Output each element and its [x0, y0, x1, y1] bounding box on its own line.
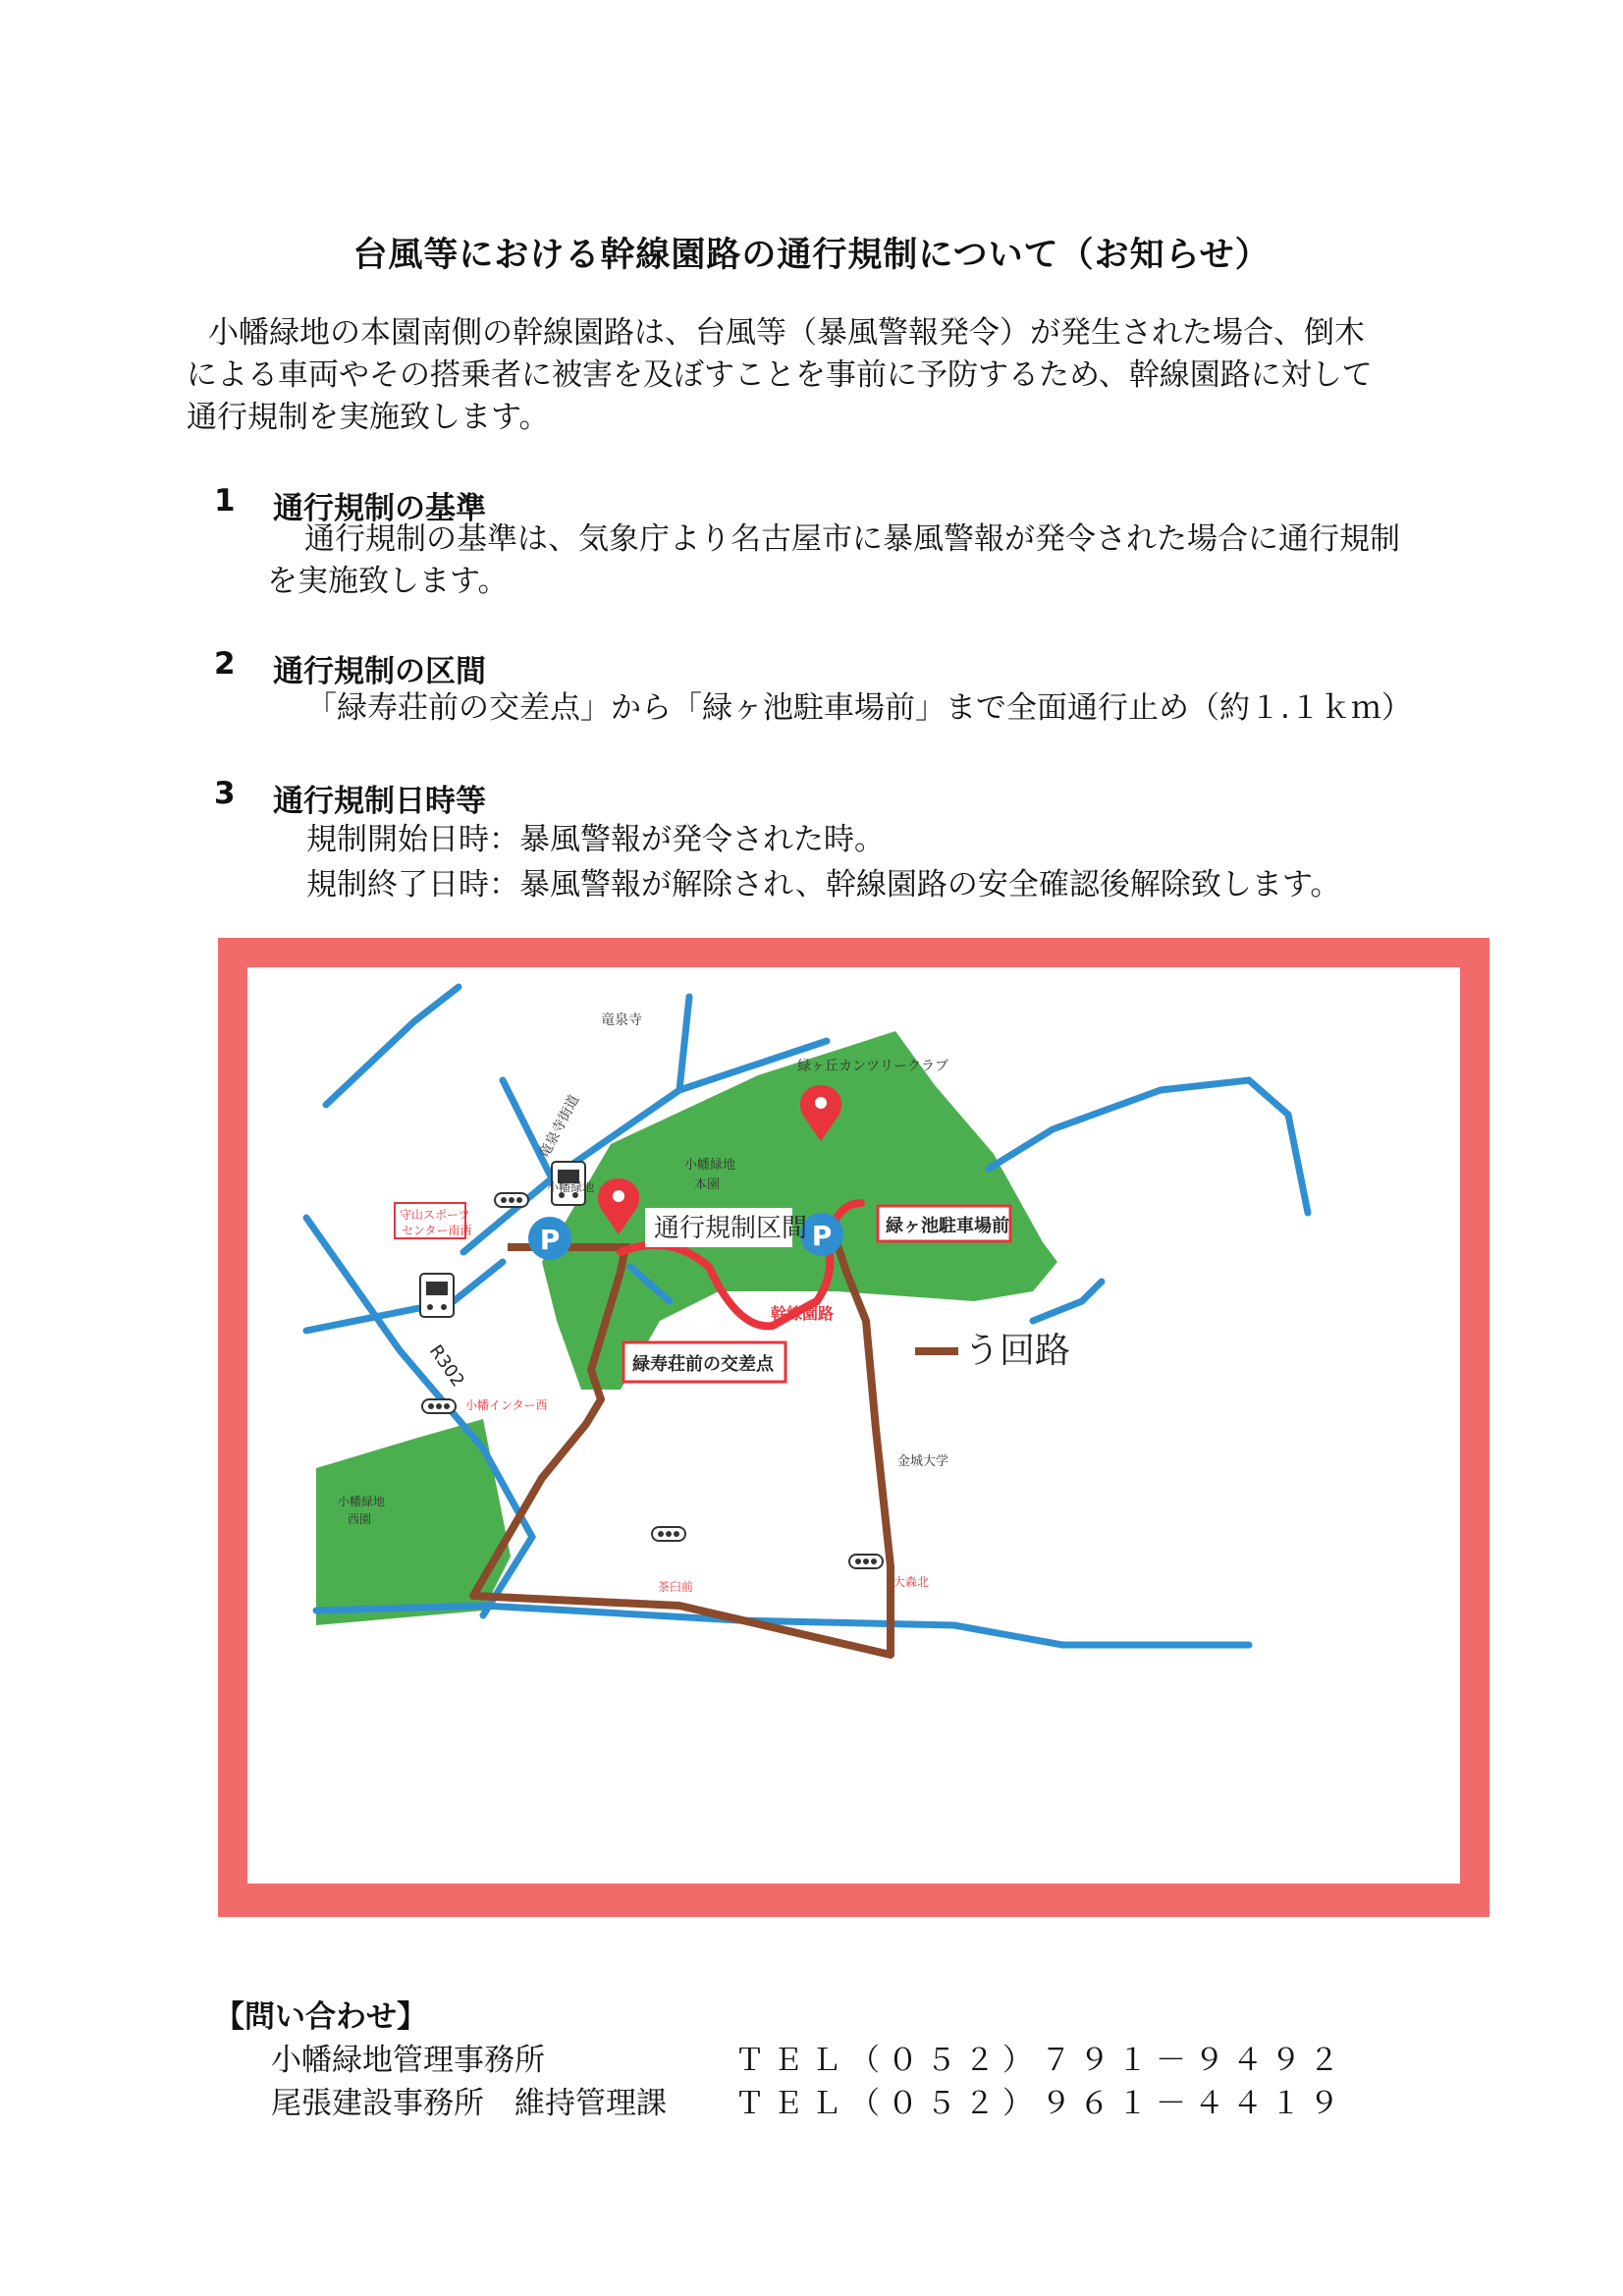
midorigaike-parking-label: 緑ヶ池駐車場前 — [886, 1216, 1009, 1236]
section-number: 2 — [214, 646, 236, 682]
country-club-label: 緑ヶ丘カンツリークラブ — [797, 1059, 948, 1074]
road-east-mid — [1033, 1282, 1102, 1321]
bus-stop-icon — [652, 1527, 685, 1541]
honen-label: 本園 — [694, 1177, 721, 1192]
section-title: 通行規制の基準 — [273, 491, 486, 526]
detour-legend-swatch — [915, 1347, 958, 1355]
bus-stop-icon — [495, 1193, 528, 1207]
road-upper-left — [326, 987, 459, 1105]
omorikita-label: 大森北 — [893, 1575, 930, 1589]
map-canvas — [247, 967, 1460, 1884]
detour-legend-label: う回路 — [964, 1331, 1071, 1371]
section-number: 3 — [214, 776, 236, 811]
kinjo-univ-label: 金城大学 — [897, 1454, 949, 1469]
contact-office: 尾張建設事務所 維持管理課 — [271, 2086, 667, 2121]
intro-line: による車両やその搭乗者に被害を及ぼすことを事前に予防するため、幹線園路に対して — [187, 357, 1373, 393]
contact-office: 小幡緑地管理事務所 — [271, 2043, 545, 2078]
section-number: 1 — [214, 483, 236, 519]
ryusenji-label: 竜泉寺 — [601, 1012, 642, 1028]
road-northwest-branch — [503, 1080, 552, 1178]
chausu-mae-label: 茶臼前 — [658, 1580, 694, 1594]
ryusenji-kaido-label: 竜泉寺街道 — [536, 1092, 583, 1161]
svg-text:P: P — [811, 1220, 833, 1252]
contact-heading: 【問い合わせ】 — [214, 1999, 427, 2035]
kansen-enro-label: 幹線園路 — [771, 1304, 835, 1323]
contact-tel: ＴＥＬ（０５２）９６１－４４１９ — [734, 2086, 1347, 2121]
intro-line: 小幡緑地の本園南側の幹線園路は、台風等（暴風警報発令）が発生された場合、倒木 — [208, 315, 1365, 351]
honen-label: 小幡緑地 — [684, 1158, 736, 1173]
section-title: 通行規制の区間 — [273, 654, 486, 689]
train-icon — [420, 1274, 454, 1317]
page-title: 台風等における幹線園路の通行規制について（お知らせ） — [352, 236, 1271, 275]
obata-station-label: 小幡緑地 — [547, 1180, 595, 1194]
section-title: 通行規制日時等 — [273, 784, 486, 819]
bus-stop-icon — [422, 1399, 456, 1413]
section-body: 規制終了日時：暴風警報が解除され、幹線園路の安全確認後解除致します。 — [306, 867, 1341, 902]
nishien-label: 小幡緑地 — [338, 1495, 386, 1508]
intro-line: 通行規制を実施致します。 — [187, 400, 550, 435]
road-center-north — [679, 997, 689, 1090]
moriyama-sports-label: 守山スポーツ — [400, 1208, 470, 1222]
parking-icon — [528, 1217, 571, 1260]
contact-tel: ＴＥＬ（０５２）７９１－９４９２ — [734, 2043, 1347, 2078]
obata-inter-label: 小幡インター西 — [465, 1398, 548, 1412]
map-frame — [218, 938, 1489, 1917]
section-body: 通行規制の基準は、気象庁より名古屋市に暴風警報が発令された場合に通行規制 — [304, 521, 1400, 557]
ryokujuso-label: 緑寿荘前の交差点 — [632, 1354, 774, 1375]
road-map — [247, 967, 1460, 1884]
nishien-label: 西園 — [348, 1512, 372, 1526]
road-west-horizontal — [306, 1262, 503, 1331]
section-body: 「緑寿荘前の交差点」から「緑ヶ池駐車場前」まで全面通行止め（約１.１ｋｍ） — [306, 690, 1412, 726]
intro-paragraph — [187, 312, 1504, 439]
r302-label: R302 — [424, 1340, 468, 1392]
section-body: を実施致します。 — [267, 564, 509, 599]
svg-text:P: P — [539, 1224, 561, 1256]
restricted-section-label: 通行規制区間 — [654, 1214, 808, 1243]
section-body: 規制開始日時：暴風警報が発令された時。 — [306, 822, 885, 857]
moriyama-sports-label: センター南西 — [402, 1224, 472, 1237]
bus-stop-icon — [849, 1555, 883, 1568]
road-far-east — [1161, 1080, 1308, 1213]
road-east-north — [989, 1090, 1161, 1169]
